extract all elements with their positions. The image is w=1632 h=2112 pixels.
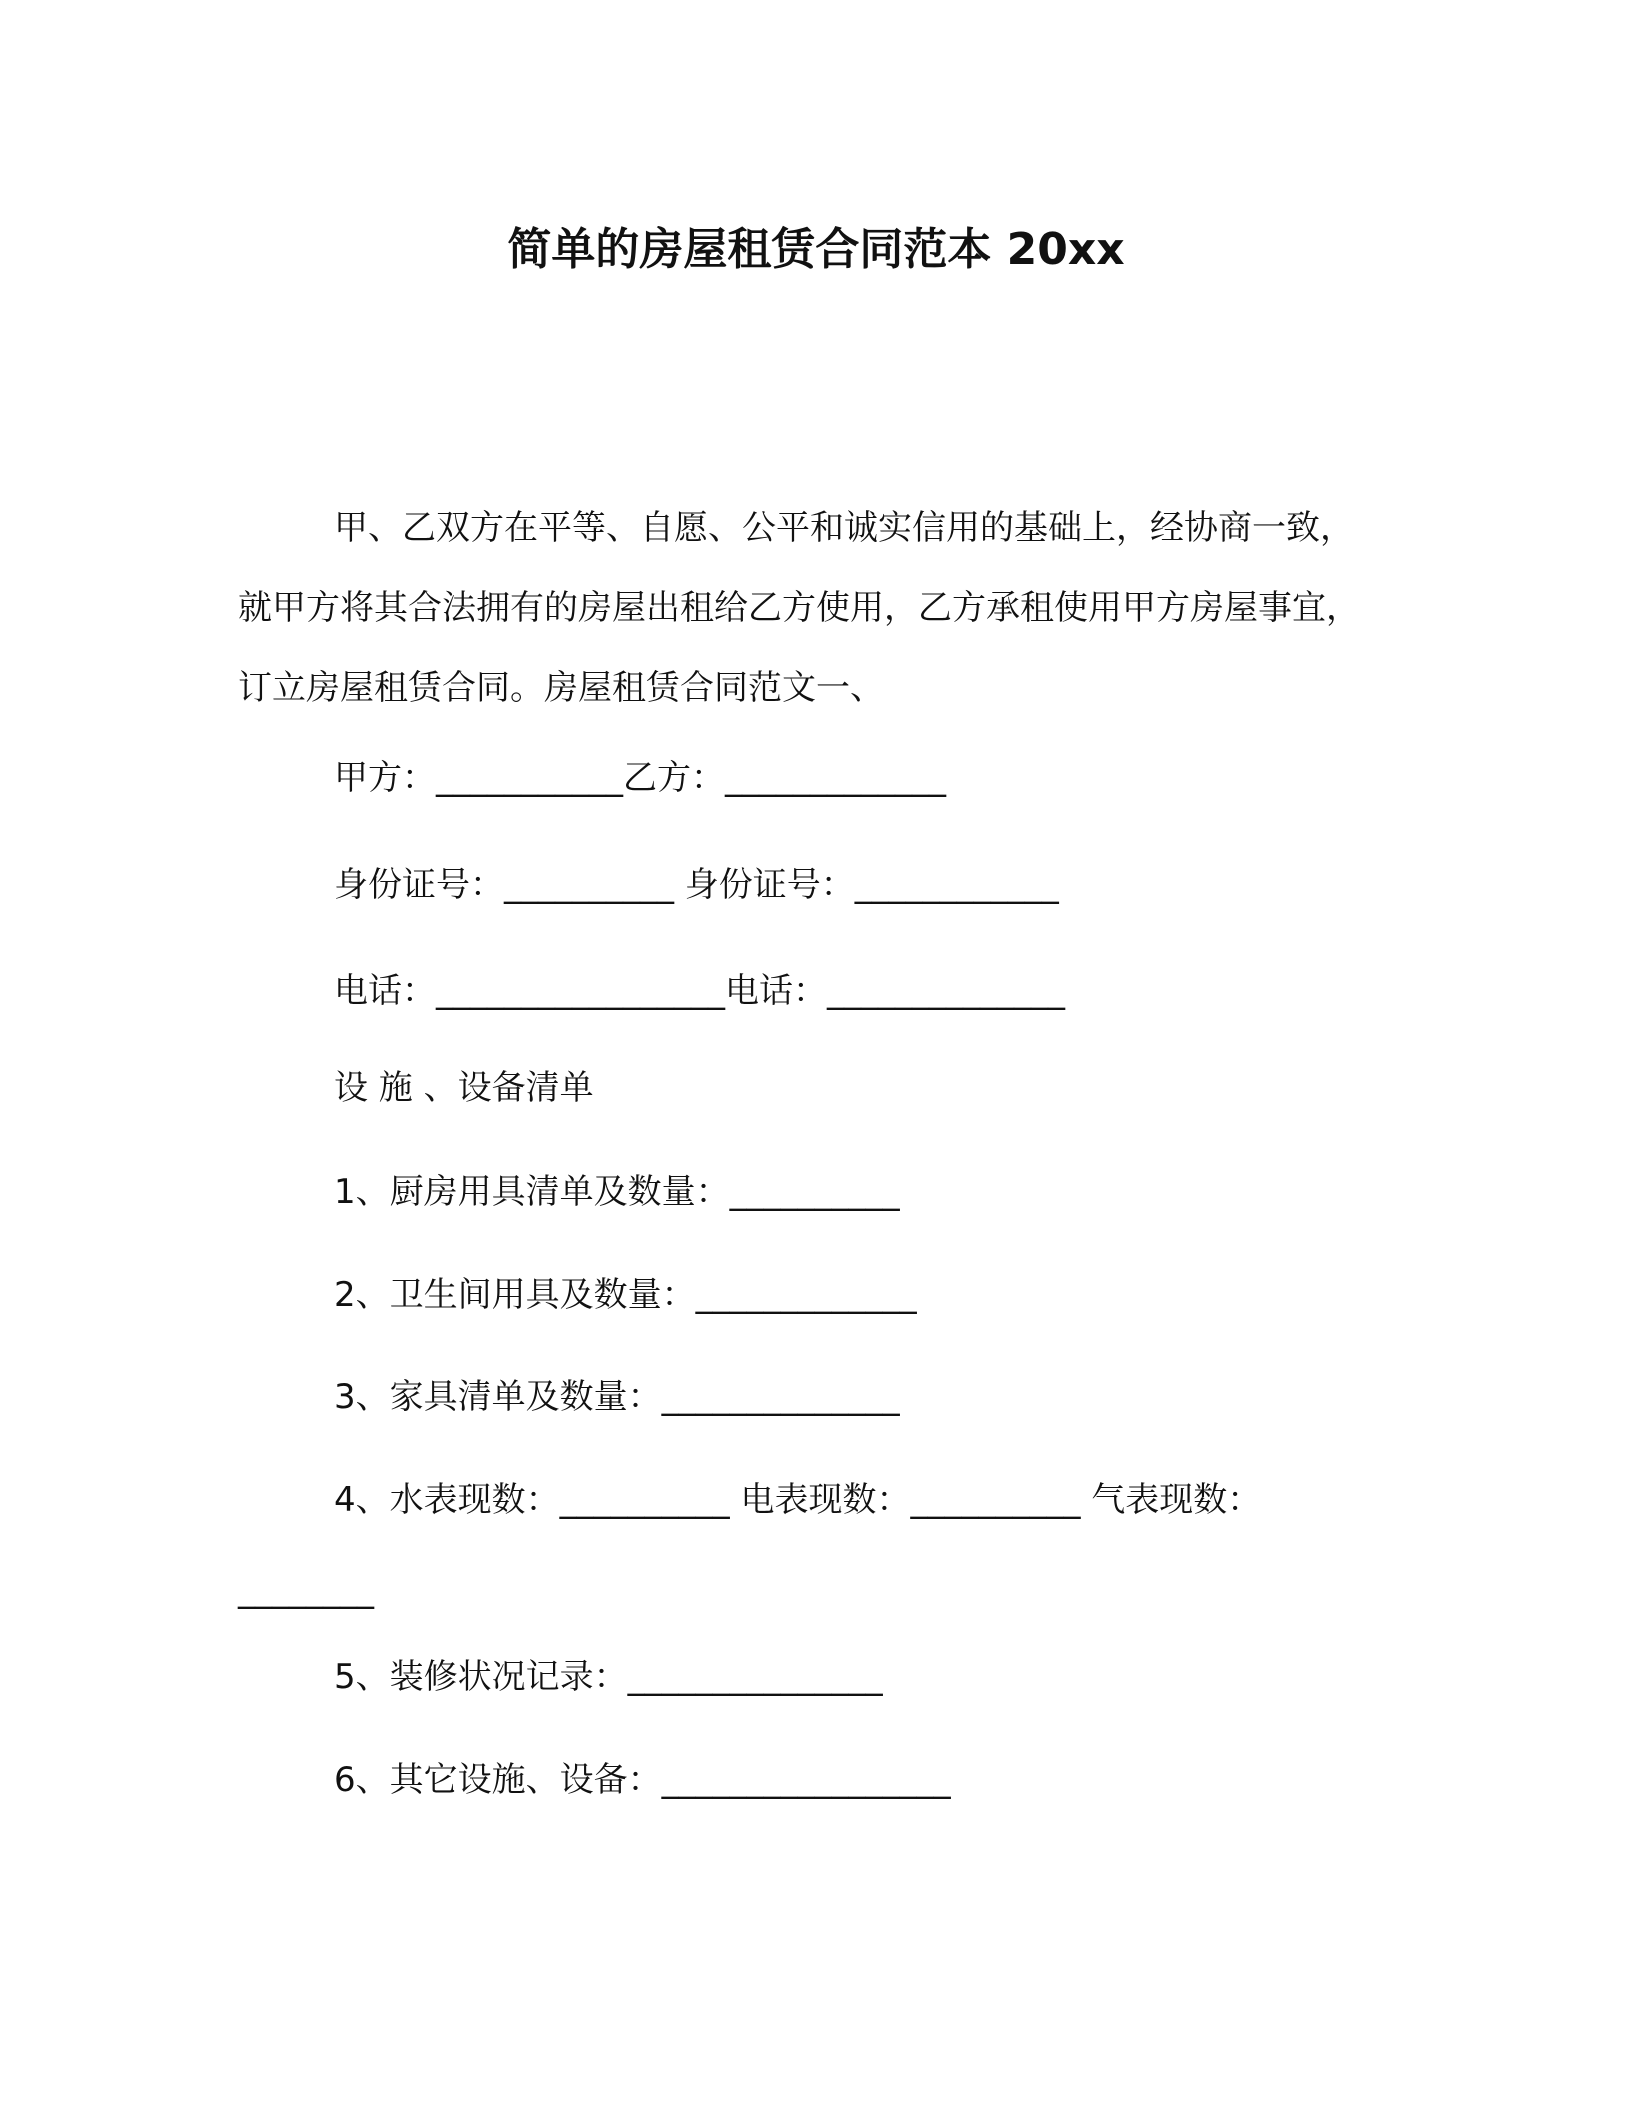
- id-number-line: 身份证号：__________ 身份证号：____________: [334, 865, 1059, 905]
- item-kitchen: 1、厨房用具清单及数量：__________: [334, 1172, 900, 1212]
- facilities-heading: 设 施 、设备清单: [334, 1068, 594, 1108]
- item-meters-continuation: ________: [238, 1570, 374, 1610]
- party-line: 甲方：___________乙方：_____________: [334, 758, 946, 798]
- item-meters: 4、水表现数：__________ 电表现数：__________ 气表现数：: [334, 1480, 1262, 1520]
- document-title: 简单的房屋租赁合同范本 20xx: [507, 224, 1125, 275]
- item-decoration: 5、装修状况记录：_______________: [334, 1657, 883, 1697]
- item-furniture: 3、家具清单及数量：______________: [334, 1377, 900, 1417]
- intro-paragraph: 甲、乙双方在平等、自愿、公平和诚实信用的基础上，经协商一致，就甲方将其合法拥有的房屋出租给乙方使用，乙方承租使用甲方房屋事宜，订立房屋租赁合同。房屋租赁合同范文一、: [238, 508, 1360, 708]
- item-other-facilities: 6、其它设施、设备：_________________: [334, 1760, 951, 1800]
- item-bathroom: 2、卫生间用具及数量：_____________: [334, 1275, 917, 1315]
- phone-line: 电话：_________________电话：______________: [334, 971, 1065, 1011]
